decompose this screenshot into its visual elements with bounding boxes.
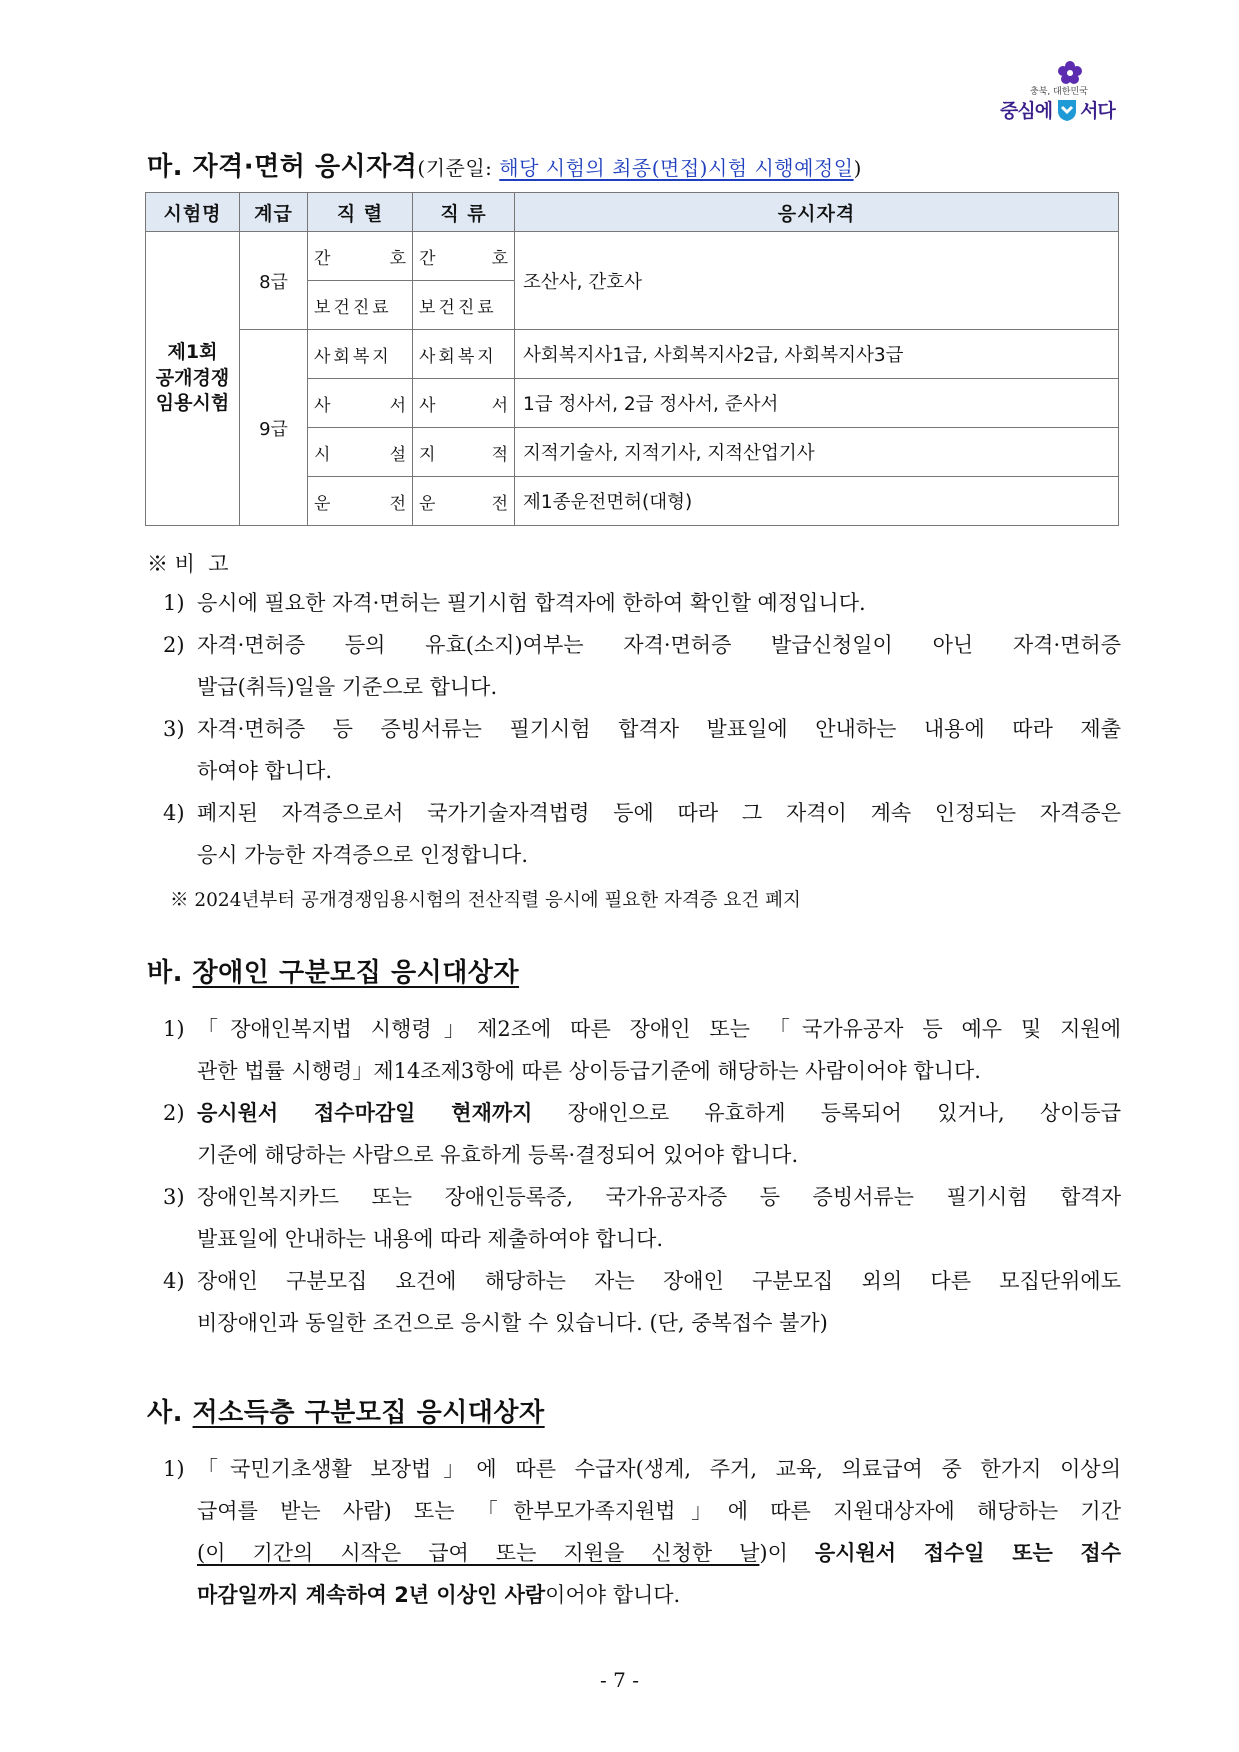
shield-icon bbox=[1056, 98, 1078, 122]
series-text: 보건진료 bbox=[314, 297, 392, 318]
qualification-table bbox=[145, 192, 1119, 526]
item-number: 1) bbox=[163, 1017, 185, 1041]
flower-icon bbox=[1058, 60, 1082, 86]
qualification-cell: 지적기술사, 지적기사, 지적산업기사 bbox=[515, 428, 1119, 477]
item-line: 발급(취득)일을 기준으로 합니다. bbox=[197, 675, 498, 699]
series-cell bbox=[308, 477, 413, 526]
item-line: 「국민기초생활 보장법」에 따른 수급자(생계, 주거, 교육, 의료급여 중 한가지 이상의 bbox=[197, 1457, 1121, 1481]
exam-name-line: 제1회 bbox=[167, 341, 218, 364]
item-emphasis: 마감일까지 계속하여 2년 이상인 사람 bbox=[197, 1583, 546, 1607]
section-sa-title bbox=[147, 1392, 545, 1429]
kind-cell bbox=[413, 428, 515, 477]
item-line: 관한 법률 시행령」제14조제3항에 따른 상이등급기준에 해당하는 사람이어야 합니다. bbox=[197, 1059, 981, 1083]
series-char: 간 bbox=[314, 248, 331, 269]
list-item bbox=[163, 582, 1121, 624]
item-emphasis: 응시원서 접수마감일 현재까지 bbox=[197, 1101, 533, 1125]
item-number: 1) bbox=[163, 591, 185, 615]
item-line: 기준에 해당하는 사람으로 유효하게 등록·결정되어 있어야 합니다. bbox=[197, 1143, 799, 1167]
item-number: 4) bbox=[163, 1269, 185, 1293]
item-emphasis: 응시원서 접수일 또는 접수 bbox=[814, 1541, 1121, 1565]
series-char: 서 bbox=[389, 395, 406, 416]
item-line: 폐지된 자격증으로서 국가기술자격법령 등에 따라 그 자격이 계속 인정되는 자격증은 bbox=[197, 801, 1121, 825]
table-row bbox=[146, 330, 1119, 379]
list-item bbox=[163, 792, 1121, 876]
series-char: 시 bbox=[314, 444, 331, 465]
item-line: 장애인복지카드 또는 장애인등록증, 국가유공자증 등 증빙서류는 필기시험 합격자 bbox=[197, 1185, 1121, 1209]
kind-text: 사회복지 bbox=[419, 346, 497, 367]
remarks-list bbox=[163, 582, 1121, 876]
disabled-list bbox=[163, 1008, 1121, 1344]
grade-9-cell: 9급 bbox=[240, 330, 308, 526]
logo-wordmark bbox=[1000, 96, 1115, 123]
item-line: 응시 가능한 자격증으로 인정합니다. bbox=[197, 843, 528, 867]
series-text: 사회복지 bbox=[314, 346, 392, 367]
series-char: 운 bbox=[314, 493, 331, 514]
low-income-list bbox=[163, 1448, 1121, 1616]
item-line: 응시에 필요한 자격·면허는 필기시험 합격자에 한하여 확인할 예정입니다. bbox=[197, 591, 866, 615]
table-header-row bbox=[146, 193, 1119, 232]
logo-word-right: 서다 bbox=[1080, 100, 1115, 122]
item-line bbox=[197, 1574, 1121, 1616]
series-char: 사 bbox=[314, 395, 331, 416]
list-item bbox=[163, 1092, 1121, 1176]
section-sa-prefix: 사. bbox=[147, 1398, 193, 1428]
series-char: 호 bbox=[389, 248, 406, 269]
section-ma-basis-date: 해당 시험의 최종(면접)시험 시행예정일 bbox=[499, 156, 854, 180]
list-item bbox=[163, 1448, 1121, 1616]
header-series: 직 렬 bbox=[308, 193, 413, 232]
item-number: 3) bbox=[163, 1185, 185, 1209]
series-cell bbox=[308, 379, 413, 428]
logo-tagline: 충북, 대한민국 bbox=[1030, 87, 1088, 97]
qualification-cell: 조산사, 간호사 bbox=[515, 232, 1119, 330]
item-line: 자격·면허증 등의 유효(소지)여부는 자격·면허증 발급신청일이 아닌 자격·면허증 bbox=[197, 633, 1121, 657]
series-char: 설 bbox=[389, 444, 406, 465]
item-number: 2) bbox=[163, 1101, 185, 1125]
item-line bbox=[197, 1532, 1121, 1574]
section-ba-prefix: 바. bbox=[147, 958, 193, 988]
exam-name-cell bbox=[146, 232, 240, 526]
section-ma-title bbox=[147, 146, 862, 183]
list-item bbox=[163, 1008, 1121, 1092]
kind-cell bbox=[413, 232, 515, 281]
item-underlined: (이 기간의 시작은 급여 또는 지원을 신청한 날 bbox=[197, 1541, 760, 1565]
logo-word-left: 중심에 bbox=[1000, 100, 1053, 122]
kind-char: 간 bbox=[419, 248, 436, 269]
kind-char: 지 bbox=[419, 444, 436, 465]
item-number: 3) bbox=[163, 717, 185, 741]
item-line: 급여를 받는 사람) 또는 「한부모가족지원법」에 따른 지원대상자에 해당하는 기간 bbox=[197, 1499, 1121, 1523]
item-line: 발표일에 안내하는 내용에 따라 제출하여야 합니다. bbox=[197, 1227, 664, 1251]
header-kind: 직 류 bbox=[413, 193, 515, 232]
qualification-cell: 1급 정사서, 2급 정사서, 준사서 bbox=[515, 379, 1119, 428]
section-ma-paren-close: ) bbox=[853, 156, 862, 180]
kind-char: 적 bbox=[491, 444, 508, 465]
logo bbox=[1000, 60, 1120, 124]
remarks-sub-note: ※ 2024년부터 공개경쟁임용시험의 전산직렬 응시에 필요한 자격증 요건 폐지 bbox=[170, 890, 801, 911]
item-line: 하여야 합니다. bbox=[197, 759, 333, 783]
list-item bbox=[163, 708, 1121, 792]
item-text: 이어야 합니다. bbox=[545, 1583, 681, 1607]
section-ma-prefix: 마. 자격·면허 응시자격 bbox=[147, 152, 418, 182]
qualification-cell: 제1종운전면허(대형) bbox=[515, 477, 1119, 526]
kind-text: 보건진료 bbox=[419, 297, 497, 318]
item-line: 「장애인복지법 시행령」제2조에 따른 장애인 또는 「국가유공자 등 예우 및 지원에 bbox=[197, 1017, 1121, 1041]
kind-cell bbox=[413, 379, 515, 428]
series-char: 전 bbox=[389, 493, 406, 514]
series-cell bbox=[308, 330, 413, 379]
remarks-heading: ※ 비 고 bbox=[147, 552, 229, 576]
list-item bbox=[163, 1260, 1121, 1344]
item-text: 장애인으로 유효하게 등록되어 있거나, 상이등급 bbox=[532, 1101, 1121, 1125]
item-number: 2) bbox=[163, 633, 185, 657]
section-ba-heading: 장애인 구분모집 응시대상자 bbox=[192, 958, 520, 988]
series-cell bbox=[308, 232, 413, 281]
item-text: )이 bbox=[759, 1541, 815, 1565]
section-sa-heading: 저소득층 구분모집 응시대상자 bbox=[192, 1398, 545, 1428]
item-number: 1) bbox=[163, 1457, 185, 1481]
kind-char: 운 bbox=[419, 493, 436, 514]
item-line: 비장애인과 동일한 조건으로 응시할 수 있습니다. (단, 중복접수 불가) bbox=[197, 1311, 828, 1335]
list-item bbox=[163, 624, 1121, 708]
section-ma-paren-open: (기준일: bbox=[417, 156, 500, 180]
kind-char: 사 bbox=[419, 395, 436, 416]
kind-cell bbox=[413, 477, 515, 526]
list-item bbox=[163, 1176, 1121, 1260]
series-cell bbox=[308, 428, 413, 477]
page-number: - 7 - bbox=[600, 1668, 639, 1692]
item-number: 4) bbox=[163, 801, 185, 825]
section-ba-title bbox=[147, 952, 519, 989]
exam-name-line: 공개경쟁 bbox=[155, 366, 230, 389]
item-line: 장애인 구분모집 요건에 해당하는 자는 장애인 구분모집 외의 다른 모집단위에도 bbox=[197, 1269, 1121, 1293]
table-row bbox=[146, 232, 1119, 281]
header-grade: 계급 bbox=[240, 193, 308, 232]
grade-8-cell: 8급 bbox=[240, 232, 308, 330]
qualification-cell: 사회복지사1급, 사회복지사2급, 사회복지사3급 bbox=[515, 330, 1119, 379]
item-line bbox=[197, 1092, 1121, 1134]
header-qualification: 응시자격 bbox=[515, 193, 1119, 232]
header-exam: 시험명 bbox=[146, 193, 240, 232]
kind-char: 서 bbox=[491, 395, 508, 416]
kind-cell bbox=[413, 330, 515, 379]
kind-char: 전 bbox=[491, 493, 508, 514]
kind-char: 호 bbox=[491, 248, 508, 269]
exam-name-line: 임용시험 bbox=[155, 392, 230, 415]
series-cell bbox=[308, 281, 413, 330]
item-line: 자격·면허증 등 증빙서류는 필기시험 합격자 발표일에 안내하는 내용에 따라 제출 bbox=[197, 717, 1121, 741]
kind-cell bbox=[413, 281, 515, 330]
